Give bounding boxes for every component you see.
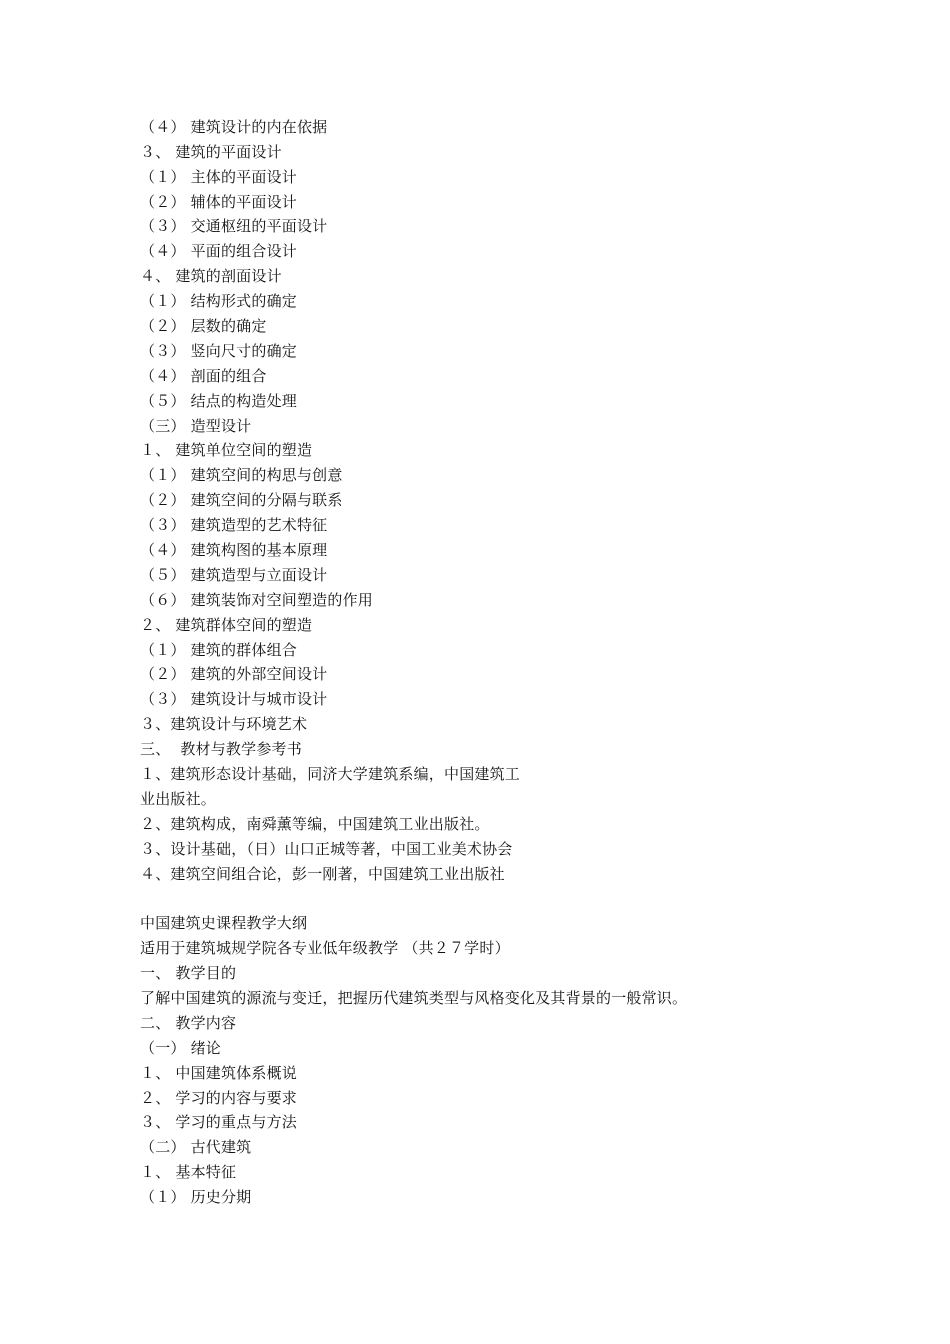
text-line: （４） 剖面的组合 bbox=[140, 367, 267, 385]
text-line: 二、 教学内容 bbox=[140, 1014, 237, 1032]
text-line: ２、 建筑群体空间的塑造 bbox=[140, 616, 313, 634]
text-line: ３、建筑设计与环境艺术 bbox=[140, 715, 308, 733]
text-line: （２） 层数的确定 bbox=[140, 317, 267, 335]
text-line: （１） 主体的平面设计 bbox=[140, 168, 297, 186]
text-line: （３） 竖向尺寸的确定 bbox=[140, 342, 297, 360]
text-line: ２、 学习的内容与要求 bbox=[140, 1089, 297, 1107]
section-title: 中国建筑史课程教学大纲 bbox=[140, 914, 308, 932]
text-line: ３、设计基础，（日）山口正城等著，中国工业美术协会 bbox=[140, 840, 513, 858]
text-line: （二） 古代建筑 bbox=[140, 1138, 252, 1156]
text-line: （４） 建筑设计的内在依据 bbox=[140, 118, 328, 136]
text-line: （５） 建筑造型与立面设计 bbox=[140, 566, 328, 584]
text-line: １、 基本特征 bbox=[140, 1163, 237, 1181]
text-line: （三） 造型设计 bbox=[140, 417, 252, 435]
text-line: 三、 教材与教学参考书 bbox=[140, 740, 302, 758]
text-line: １、 中国建筑体系概说 bbox=[140, 1064, 297, 1082]
text-line: （６） 建筑装饰对空间塑造的作用 bbox=[140, 591, 373, 609]
text-line: （５） 结点的构造处理 bbox=[140, 392, 297, 410]
text-line: （３） 建筑设计与城市设计 bbox=[140, 690, 328, 708]
text-line: 一、 教学目的 bbox=[140, 964, 237, 982]
text-line: 了解中国建筑的源流与变迁，把握历代建筑类型与风格变化及其背景的一般常识。 bbox=[140, 989, 688, 1007]
text-line: （一） 绪论 bbox=[140, 1039, 221, 1057]
text-line: （４） 平面的组合设计 bbox=[140, 242, 297, 260]
text-line: ４、 建筑的剖面设计 bbox=[140, 267, 282, 285]
text-line: （２） 建筑空间的分隔与联系 bbox=[140, 491, 343, 509]
text-line: ２、建筑构成，南舜薰等编，中国建筑工业出版社。 bbox=[140, 815, 490, 833]
text-line: 适用于建筑城规学院各专业低年级教学 （共２７学时） bbox=[140, 939, 510, 957]
text-line: ３、 学习的重点与方法 bbox=[140, 1113, 297, 1131]
text-line: ３、 建筑的平面设计 bbox=[140, 143, 282, 161]
text-line: （１） 建筑空间的构思与创意 bbox=[140, 466, 343, 484]
text-line: （２） 建筑的外部空间设计 bbox=[140, 665, 328, 683]
text-line: （４） 建筑构图的基本原理 bbox=[140, 541, 328, 559]
text-line: （１） 历史分期 bbox=[140, 1188, 252, 1206]
text-line: 业出版社。 bbox=[140, 790, 217, 808]
text-line: （２） 辅体的平面设计 bbox=[140, 193, 297, 211]
text-line: （１） 结构形式的确定 bbox=[140, 292, 297, 310]
text-line: （１） 建筑的群体组合 bbox=[140, 641, 297, 659]
text-line: １、建筑形态设计基础，同济大学建筑系编，中国建筑工 bbox=[140, 765, 521, 783]
text-line: （３） 交通枢纽的平面设计 bbox=[140, 217, 328, 235]
text-line: （３） 建筑造型的艺术特征 bbox=[140, 516, 328, 534]
text-line: １、 建筑单位空间的塑造 bbox=[140, 441, 313, 459]
text-line: ４、建筑空间组合论，彭一刚著，中国建筑工业出版社 bbox=[140, 865, 505, 883]
